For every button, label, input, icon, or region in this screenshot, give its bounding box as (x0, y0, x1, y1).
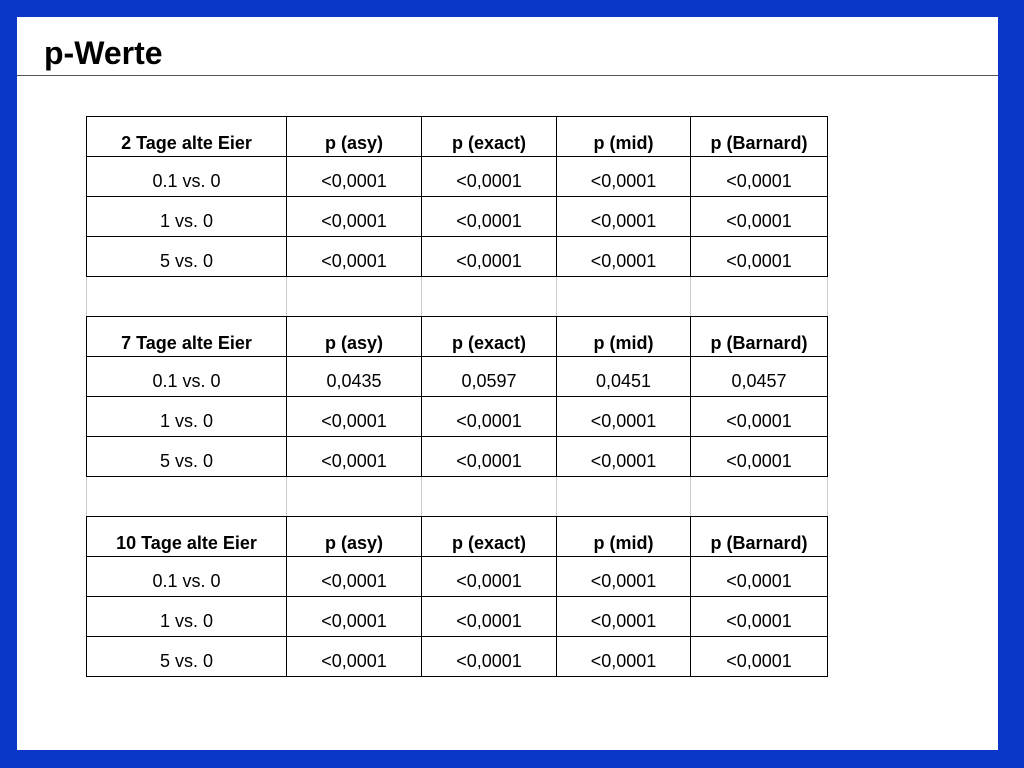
comparison-cell: 1 vs. 0 (87, 397, 287, 437)
p-value-cell: <0,0001 (557, 557, 691, 597)
comparison-cell: 5 vs. 0 (87, 637, 287, 677)
p-value-cell: <0,0001 (422, 397, 557, 437)
group-label: 10 Tage alte Eier (87, 517, 287, 557)
comparison-cell: 5 vs. 0 (87, 237, 287, 277)
p-value-cell: <0,0001 (557, 637, 691, 677)
p-value-cell: <0,0001 (691, 397, 828, 437)
p-value-cell: <0,0001 (557, 157, 691, 197)
table-row (87, 637, 828, 677)
comparison-cell: 0.1 vs. 0 (87, 357, 287, 397)
empty-cell (287, 477, 422, 517)
column-header-p-asy: p (asy) (287, 117, 422, 157)
p-value-cell: <0,0001 (557, 197, 691, 237)
p-value-cell: <0,0001 (422, 157, 557, 197)
p-value-cell: <0,0001 (691, 437, 828, 477)
column-header-p-mid: p (mid) (557, 117, 691, 157)
p-value-cell: <0,0001 (287, 157, 422, 197)
column-header-p-mid: p (mid) (557, 517, 691, 557)
table-row (87, 157, 828, 197)
table-row (87, 597, 828, 637)
column-header-p-mid: p (mid) (557, 317, 691, 357)
table-row (87, 237, 828, 277)
column-header-p-exact: p (exact) (422, 317, 557, 357)
column-header-p-exact: p (exact) (422, 117, 557, 157)
p-value-cell: <0,0001 (691, 557, 828, 597)
column-header-p-barnard: p (Barnard) (691, 117, 828, 157)
group-label: 2 Tage alte Eier (87, 117, 287, 157)
p-values-table (86, 116, 828, 677)
comparison-cell: 0.1 vs. 0 (87, 557, 287, 597)
comparison-cell: 5 vs. 0 (87, 437, 287, 477)
comparison-cell: 1 vs. 0 (87, 197, 287, 237)
p-value-cell: <0,0001 (691, 197, 828, 237)
p-value-cell: <0,0001 (691, 597, 828, 637)
p-value-cell: <0,0001 (691, 157, 828, 197)
empty-cell (422, 477, 557, 517)
p-value-cell: <0,0001 (691, 237, 828, 277)
p-value-cell: 0,0457 (691, 357, 828, 397)
empty-cell (557, 477, 691, 517)
p-value-cell: <0,0001 (287, 597, 422, 637)
p-value-cell: <0,0001 (422, 637, 557, 677)
slide-title: p-Werte (44, 35, 163, 71)
table-row (87, 557, 828, 597)
column-header-p-barnard: p (Barnard) (691, 317, 828, 357)
column-header-p-asy: p (asy) (287, 317, 422, 357)
empty-cell (422, 277, 557, 317)
p-value-cell: <0,0001 (422, 557, 557, 597)
column-header-p-barnard: p (Barnard) (691, 517, 828, 557)
p-value-cell: <0,0001 (557, 597, 691, 637)
p-value-cell: 0,0597 (422, 357, 557, 397)
empty-cell (87, 277, 287, 317)
empty-cell (87, 477, 287, 517)
p-value-cell: <0,0001 (422, 237, 557, 277)
p-value-cell: <0,0001 (287, 197, 422, 237)
p-value-cell: 0,0451 (557, 357, 691, 397)
group-header-row (87, 117, 828, 157)
table-row (87, 357, 828, 397)
p-value-cell: <0,0001 (287, 637, 422, 677)
p-value-cell: <0,0001 (422, 197, 557, 237)
empty-cell (691, 477, 828, 517)
p-value-cell: <0,0001 (422, 437, 557, 477)
p-value-cell: <0,0001 (287, 397, 422, 437)
p-value-cell: <0,0001 (557, 397, 691, 437)
comparison-cell: 1 vs. 0 (87, 597, 287, 637)
title-divider (17, 75, 998, 76)
table-row (87, 437, 828, 477)
empty-cell (287, 277, 422, 317)
column-header-p-exact: p (exact) (422, 517, 557, 557)
p-value-cell: 0,0435 (287, 357, 422, 397)
p-value-cell: <0,0001 (287, 237, 422, 277)
p-value-cell: <0,0001 (422, 597, 557, 637)
table-row (87, 397, 828, 437)
group-header-row (87, 517, 828, 557)
p-value-cell: <0,0001 (557, 237, 691, 277)
spacer-row (87, 477, 828, 517)
empty-cell (691, 277, 828, 317)
p-value-cell: <0,0001 (557, 437, 691, 477)
slide (17, 17, 998, 750)
comparison-cell: 0.1 vs. 0 (87, 157, 287, 197)
group-label: 7 Tage alte Eier (87, 317, 287, 357)
p-value-cell: <0,0001 (691, 637, 828, 677)
table-row (87, 197, 828, 237)
group-header-row (87, 317, 828, 357)
spacer-row (87, 277, 828, 317)
column-header-p-asy: p (asy) (287, 517, 422, 557)
p-value-cell: <0,0001 (287, 437, 422, 477)
empty-cell (557, 277, 691, 317)
p-value-cell: <0,0001 (287, 557, 422, 597)
